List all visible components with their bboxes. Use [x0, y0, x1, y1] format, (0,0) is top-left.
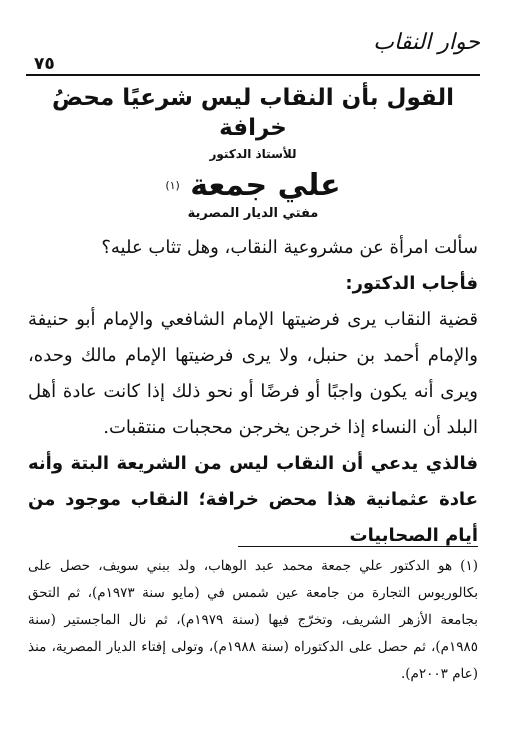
body-paragraph: قضية النقاب يرى فرضيتها الإمام الشافعي والإمام أبو حنيفة والإمام أحمد بن حنبل، ولا يرى فرضيتها الإمام مالك وحده، ويرى أنه يكون واجبًا أو فرضًا أو نحو ذلك إذا كانت عادة أهل البلد أن النساء إذا خرجن يخرجن محجبات منتقبات. [28, 309, 478, 438]
author-name-line [20, 167, 486, 205]
page-header [26, 30, 480, 74]
header-rule [26, 74, 480, 76]
article-heading [20, 83, 486, 223]
author-name: علي جمعة [190, 168, 341, 203]
question-text: سألت امرأة عن مشروعية النقاب، وهل تثاب عليه؟ [101, 237, 478, 258]
article-byline: للأستاذ الدكتور [209, 147, 297, 161]
running-title: حوار النقاب [373, 30, 480, 55]
footnote-rule [238, 546, 478, 547]
article-title: القول بأن النقاب ليس شرعيًا محضُ خرافة [52, 85, 454, 141]
article-body [28, 230, 478, 554]
page-number: ٧٥ [34, 54, 55, 74]
closing-statement: فالذي يدعي أن النقاب ليس من الشريعة البتة وأنه عادة عثمانية هذا محض خرافة؛ النقاب موجود من أيام الصحابيات [28, 453, 478, 546]
footnote-text: (١) هو الدكتور علي جمعة محمد عبد الوهاب، ولد ببني سويف، حصل على بكالوريوس التجارة من جامعة عين شمس في (مايو سنة ١٩٧٣م)، ثم التحق بجامعة الأزهر الشريف، وتخرّج فيها (سنة ١٩٧٩م)، ثم نال الماجستير (سنة ١٩٨٥م)، ثم حصل على الدكتوراه (سنة ١٩٨٨م)، وتولى إفتاء الديار المصرية، منذ (عام ٢٠٠٣م). [28, 558, 479, 682]
footnote-reference: (١) [165, 179, 180, 192]
answer-intro: فأجاب الدكتور: [345, 273, 478, 294]
author-role: مفتي الديار المصرية [187, 206, 319, 221]
